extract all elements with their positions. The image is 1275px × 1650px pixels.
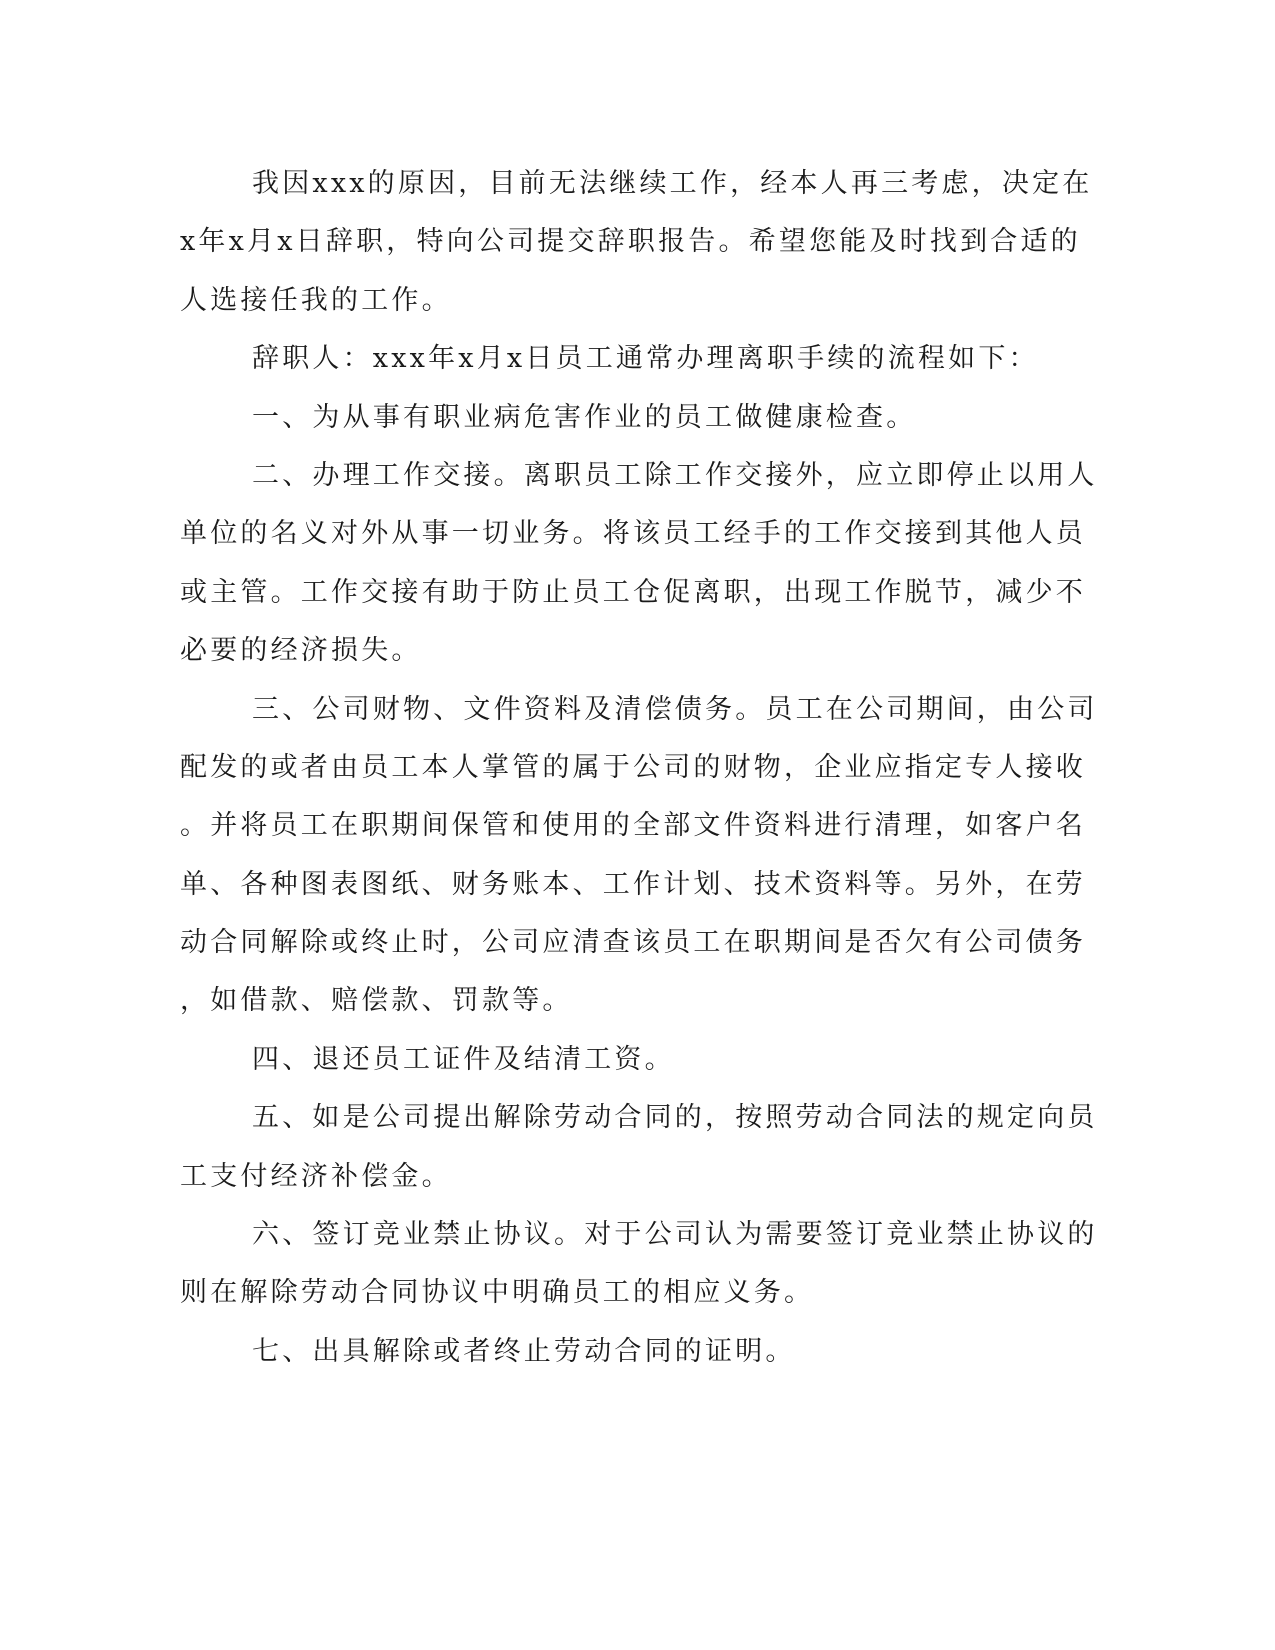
- document-body: [180, 155, 1098, 1381]
- paragraph-line: 二、办理工作交接。离职员工除工作交接外，应立即停止以用人: [252, 459, 1098, 491]
- paragraph-line: 一、为从事有职业病危害作业的员工做健康检查。: [252, 401, 917, 433]
- paragraph-line: 配发的或者由员工本人掌管的属于公司的财物，企业应指定专人接收: [180, 751, 1086, 783]
- paragraph-line: 单位的名义对外从事一切业务。将该员工经手的工作交接到其他人员: [180, 518, 1086, 550]
- paragraph-line: 。并将员工在职期间保管和使用的全部文件资料进行清理，如客户名: [180, 810, 1086, 842]
- paragraph-line: 则在解除劳动合同协议中明确员工的相应义务。: [180, 1277, 815, 1309]
- paragraph-line: x年x月x日辞职，特向公司提交辞职报告。希望您能及时找到合适的: [180, 226, 1081, 258]
- paragraph-line: 四、退还员工证件及结清工资。: [252, 1043, 675, 1075]
- paragraph-line: 辞职人：xxx年x月x日员工通常办理离职手续的流程如下：: [252, 343, 1039, 375]
- paragraph-line: ，如借款、赔偿款、罚款等。: [180, 985, 573, 1017]
- paragraph-line: 人选接任我的工作。: [180, 284, 452, 316]
- paragraph-line: 动合同解除或终止时，公司应清查该员工在职期间是否欠有公司债务: [180, 927, 1086, 959]
- paragraph-line: 三、公司财物、文件资料及清偿债务。员工在公司期间，由公司: [252, 693, 1098, 725]
- paragraph-line: 七、出具解除或者终止劳动合同的证明。: [252, 1335, 796, 1367]
- paragraph-line: 我因xxx的原因，目前无法继续工作，经本人再三考虑，决定在: [252, 168, 1093, 199]
- paragraph-line: 六、签订竞业禁止协议。对于公司认为需要签订竞业禁止协议的: [252, 1219, 1098, 1251]
- paragraph-line: 单、各种图表图纸、财务账本、工作计划、技术资料等。另外，在劳: [180, 868, 1086, 900]
- paragraph-line: 或主管。工作交接有助于防止员工仓促离职，出现工作脱节，减少不: [180, 576, 1086, 608]
- paragraph-line: 五、如是公司提出解除劳动合同的，按照劳动合同法的规定向员: [252, 1102, 1098, 1134]
- paragraph-line: 必要的经济损失。: [180, 635, 422, 667]
- paragraph-line: 工支付经济补偿金。: [180, 1160, 452, 1192]
